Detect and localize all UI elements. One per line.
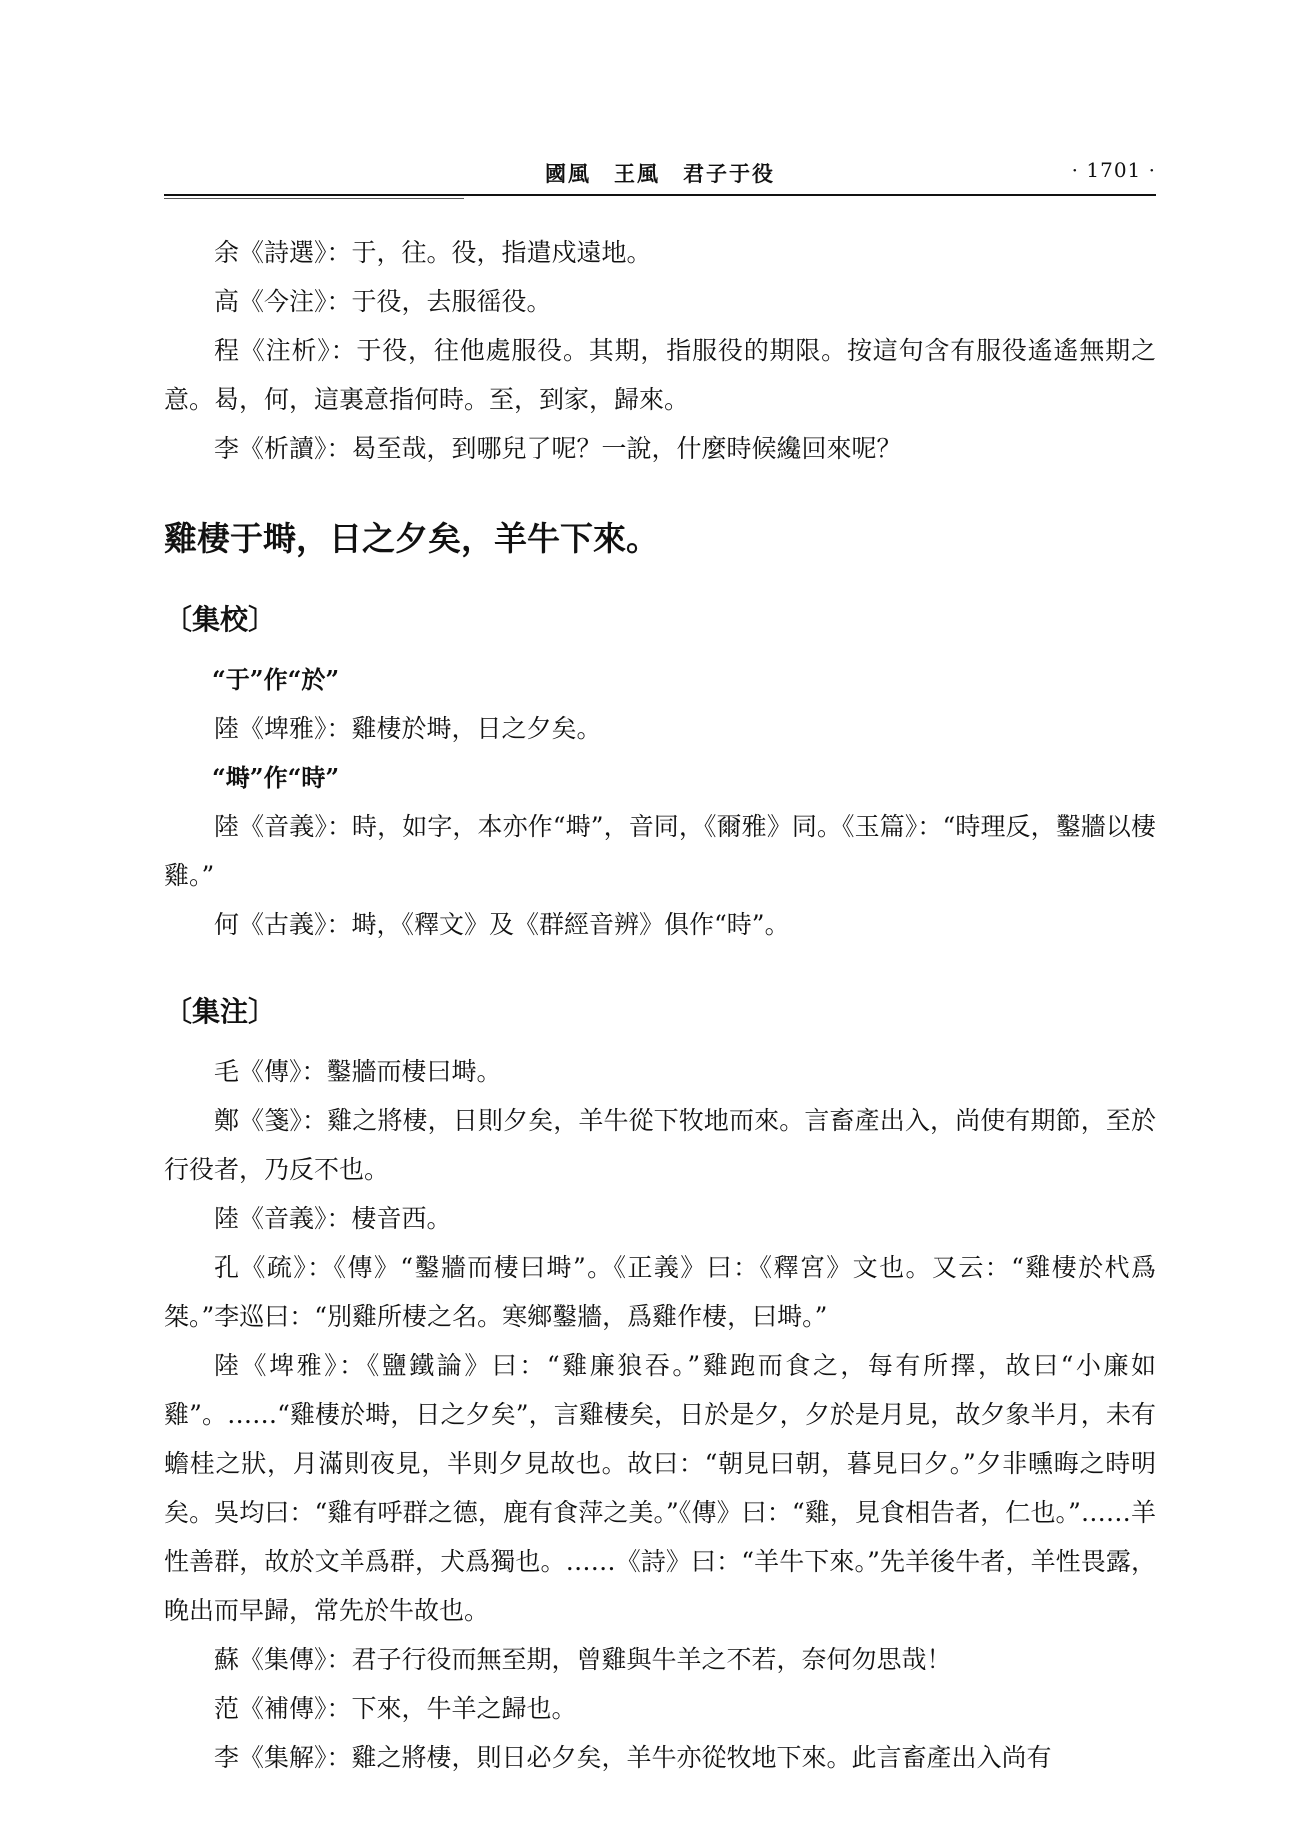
commentary-note: 鄭《箋》：雞之將棲，日則夕矣，羊牛從下牧地而來。言畜產出入，尚使有期節，至於行役者，乃反不也。 — [164, 1106, 1156, 1184]
commentary-note: 范《補傳》：下來，牛羊之歸也。 — [214, 1694, 577, 1723]
variant-heading: “于”作“於” — [212, 665, 340, 694]
variant-note: 何《古義》：塒，《釋文》及《群經音辨》俱作“時”。 — [214, 910, 790, 939]
poem-line: 雞棲于塒，日之夕矣，羊牛下來。 — [164, 519, 659, 558]
running-header — [160, 158, 1160, 188]
intro-note: 余《詩選》：于，往。役，指遣戍遠地。 — [214, 238, 652, 267]
variant-heading: “塒”作“時” — [212, 763, 340, 792]
intro-note: 李《析讀》：曷至哉，到哪兒了呢？一說，什麼時候纔回來呢？ — [214, 434, 902, 463]
commentary-note: 陸《音義》：棲音西。 — [214, 1204, 452, 1233]
intro-note: 程《注析》：于役，往他處服役。其期，指服役的期限。按這句含有服役遙遙無期之意。曷，何，這裏意指何時。至，到家，歸來。 — [164, 336, 1156, 414]
commentary-note: 孔《疏》：《傳》“鑿牆而棲曰塒”。《正義》曰：《釋宮》文也。又云：“雞棲於杙爲桀。”李巡曰：“別雞所棲之名。寒鄉鑿牆，爲雞作棲，曰塒。” — [164, 1253, 1156, 1331]
commentary-note: 蘇《集傳》：君子行役而無至期，曾雞與牛羊之不若，奈何勿思哉！ — [214, 1645, 952, 1674]
variant-note: 陸《音義》：時，如字，本亦作“塒”，音同，《爾雅》同。《玉篇》：“時理反，鑿牆以棲雞。” — [164, 812, 1156, 890]
header-rule-secondary — [164, 198, 464, 199]
page-number: · 1701 · — [1071, 158, 1156, 182]
intro-note: 高《今注》：于役，去服徭役。 — [214, 287, 552, 316]
commentary-note: 李《集解》：雞之將棲，則日必夕矣，羊牛亦從牧地下來。此言畜產出入尚有 — [214, 1743, 1052, 1772]
commentary-note: 陸《埤雅》：《鹽鐵論》曰：“雞廉狼吞。”雞跑而食之，每有所擇，故曰“小廉如雞”。……“雞棲於塒，日之夕矣”，言雞棲矣，日於是夕，夕於是月見，故夕象半月，未有蟾桂之狀，月滿則夜見，半則夕見故也。故曰：“朝見曰朝，暮見曰夕。”夕非曛晦之時明矣。吳均曰：“雞有呼群之德，鹿有食萍之美。”《傳》曰：“雞，見食相告者，仁也。”……羊性善群，故於文羊爲群，犬爲獨也。……《詩》曰：“羊牛下來。”先羊後牛者，羊性畏露，晚出而早歸，常先於牛故也。 — [164, 1351, 1156, 1625]
header-rule — [164, 194, 1156, 196]
variant-note: 陸《埤雅》：雞棲於塒，日之夕矣。 — [214, 714, 602, 743]
jizhu-heading: 〔集注〕 — [164, 995, 277, 1028]
commentary-note: 毛《傳》：鑿牆而棲曰塒。 — [214, 1057, 502, 1086]
page-body — [164, 228, 1156, 1782]
jijiao-heading: 〔集校〕 — [164, 603, 277, 636]
header-title: 國風 王風 君子于役 — [545, 161, 775, 186]
